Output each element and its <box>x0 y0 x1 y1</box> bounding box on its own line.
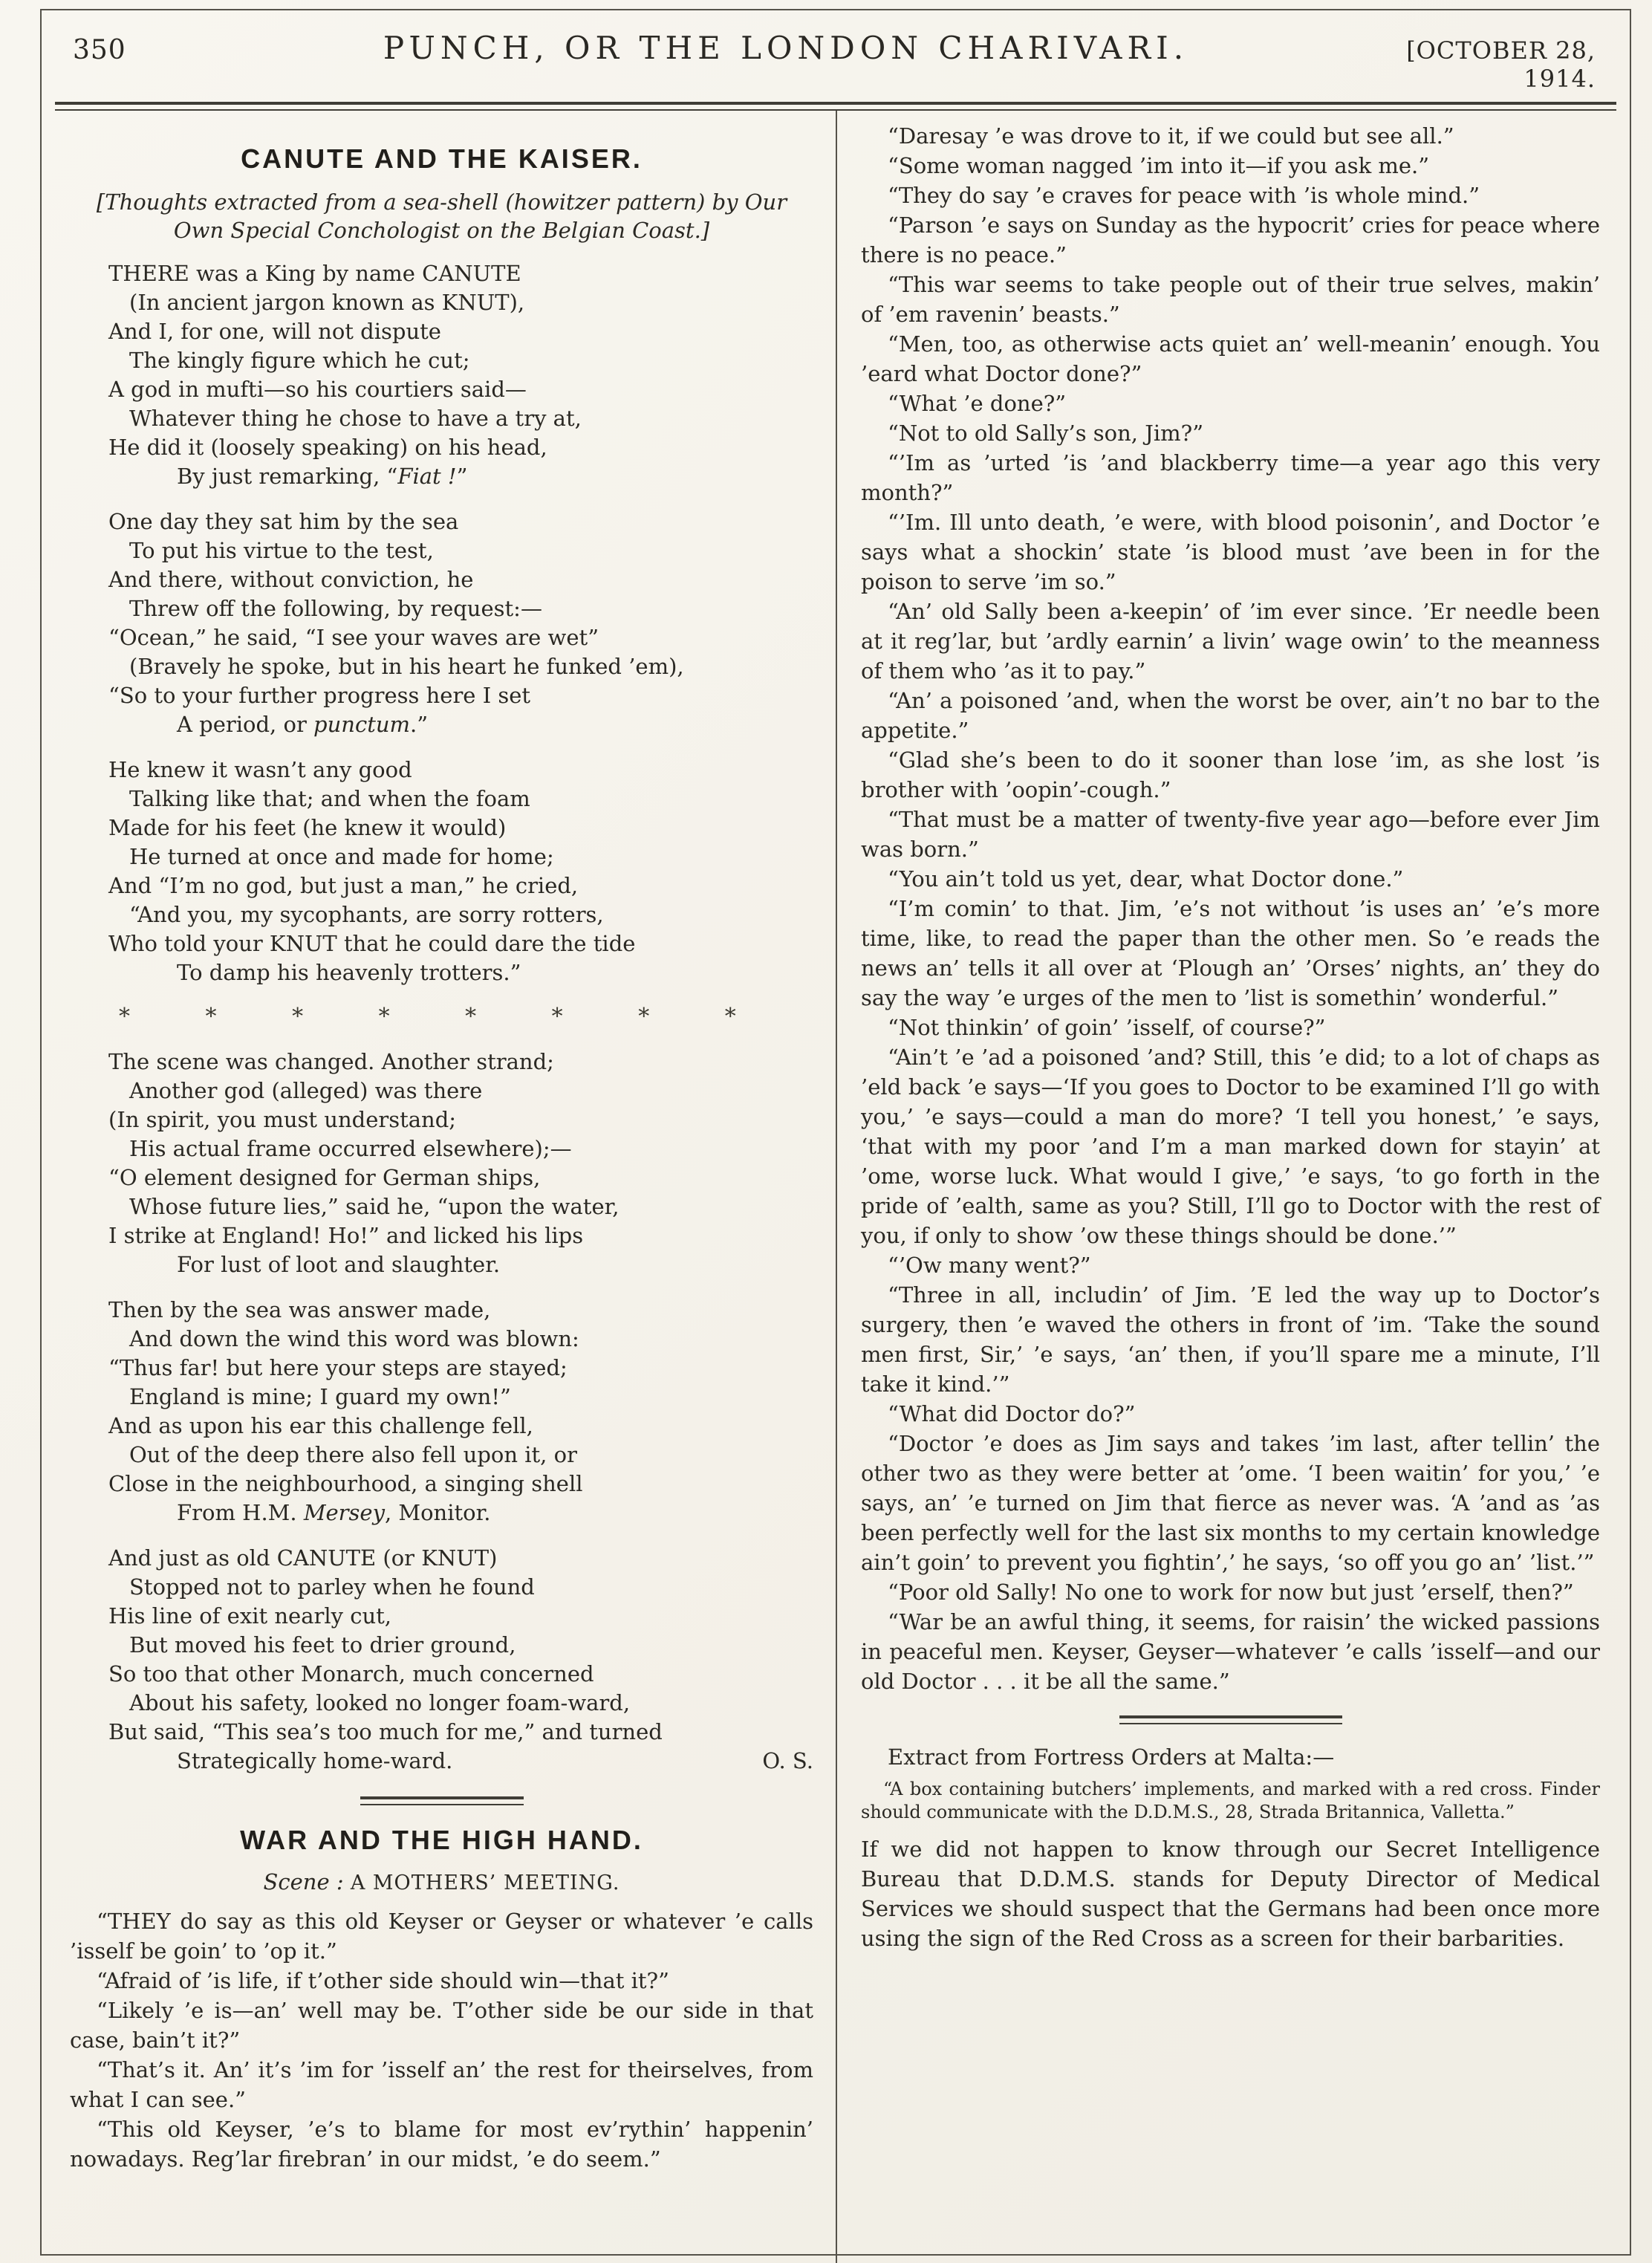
poem-stanza <box>108 1296 809 1527</box>
poem-line: “Ocean,” he said, “I see your waves are wet” <box>108 625 599 650</box>
dialogue-paragraph: “Poor old Sally! No one to work for now but just ’erself, then?” <box>888 1579 1574 1605</box>
poem-line: Threw off the following, by request:— <box>129 596 542 621</box>
dialogue-paragraph: “What did Doctor do?” <box>888 1401 1136 1426</box>
poem-line: About his safety, looked no longer foam-ward, <box>129 1690 631 1715</box>
author-signature: O. S. <box>762 1748 813 1773</box>
dialogue-paragraph: “Doctor ’e does as Jim says and takes ’im last, after tellin’ the other two as they were better at ’ome. ‘I been waitin’ for you,’ ’e says, an’ ’e turned on Jim that fierce as never was. ‘A ’and as ’as been perfectly well for the last six months to my certain knowledge ain’t goin’ to prevent you fightin’,’ he says, ‘so off you go an’ ’list.’” <box>861 1431 1600 1575</box>
dialogue-block <box>70 1906 813 2174</box>
poem-line: Made for his feet (he knew it would) <box>108 815 507 840</box>
poem-stanza <box>108 1048 809 1279</box>
poem-line: The scene was changed. Another strand; <box>108 1049 554 1074</box>
dialogue-paragraph: “Parson ’e says on Sunday as the hypocrit’ cries for peace where there is no peace.” <box>861 212 1600 267</box>
poem-line: “And you, my sycophants, are sorry rotters, <box>129 902 604 927</box>
poem-line: Out of the deep there also fell upon it, or <box>129 1442 577 1467</box>
dialogue-paragraph: “War be an awful thing, it seems, for raisin’ the wicked passions in peaceful men. Keyser, Geyser—whatever ’e calls ’isself—and our old Doctor . . . it be all the same.” <box>861 1609 1600 1694</box>
poem-line: And “I’m no god, but just a man,” he cried, <box>108 873 579 898</box>
article-divider-rule <box>360 1796 524 1805</box>
dialogue-paragraph: “’Ow many went?” <box>888 1253 1091 1278</box>
poem-line: So too that other Monarch, much concerned <box>108 1661 594 1686</box>
dialogue-paragraph: “That’s it. An’ it’s ’im for ’isself an’ the rest for theirselves, from what I can see.” <box>70 2057 813 2112</box>
dialogue-block <box>861 121 1600 1696</box>
poem-line: Who told your KNUT that he could dare the tide <box>108 931 636 956</box>
poem-line: But said, “This sea’s too much for me,” and turned <box>108 1719 663 1744</box>
dialogue-paragraph: “That must be a matter of twenty-five year ago—before ever Jim was born.” <box>861 807 1600 862</box>
dialogue-paragraph: “An’ old Sally been a-keepin’ of ’im ever since. ’Er needle been at it reg’lar, but ’ardly earnin’ a livin’ wage owin’ to the meanness of them who ’as it to pay.” <box>861 599 1600 684</box>
malta-extract-section <box>861 1742 1600 1953</box>
poem-line: By just remarking, “Fiat !” <box>177 464 468 489</box>
two-column-layout <box>42 111 1630 2263</box>
poem-line: He knew it wasn’t any good <box>108 757 412 782</box>
dialogue-paragraph: “They do say ’e craves for peace with ’is whole mind.” <box>888 183 1480 208</box>
dialogue-paragraph: “Not thinkin’ of goin’ ’isself, of course?” <box>888 1015 1326 1040</box>
poem-line: His line of exit nearly cut, <box>108 1603 392 1629</box>
poem-body <box>108 259 813 1776</box>
dialogue-paragraph: “Not to old Sally’s son, Jim?” <box>888 421 1204 446</box>
right-column <box>837 111 1630 2263</box>
poem-stanza <box>108 1544 813 1776</box>
dialogue-paragraph: “Likely ’e is—an’ well may be. T’other side be our side in that case, bain’t it?” <box>70 1998 813 2053</box>
poem-stanza <box>108 507 809 739</box>
poem-line: To put his virtue to the test, <box>129 538 434 563</box>
page-number: 350 <box>73 35 126 65</box>
dialogue-paragraph: “Afraid of ’is life, if t’other side should win—that it?” <box>97 1968 669 1993</box>
poem-line: Stopped not to parley when he found <box>129 1574 535 1600</box>
extract-divider-rule <box>1119 1715 1342 1724</box>
poem-line: Talking like that; and when the foam <box>129 786 530 811</box>
scene-value: A MOTHERS’ MEETING. <box>350 1871 620 1895</box>
dialogue-paragraph: “’Im. Ill unto death, ’e were, with blood poisonin’, and Doctor ’e says what a shockin’ state ’is blood must ’ave been in for the poison to serve ’im so.” <box>861 510 1600 594</box>
poem-line: England is mine; I guard my own!” <box>129 1384 511 1409</box>
poem-line: Whatever thing he chose to have a try at, <box>129 406 582 431</box>
left-column <box>42 111 836 2263</box>
article-subtitle: [Thoughts extracted from a sea-shell (howitzer pattern) by Our Own Special Conchologist on the Belgian Coast.] <box>96 189 787 243</box>
issue-date: [OCTOBER 28, 1914. <box>1406 36 1596 93</box>
masthead-title: PUNCH, OR THE LONDON CHARIVARI. <box>383 30 1189 66</box>
poem-stanza <box>108 756 809 987</box>
poem-line: I strike at England! Ho!” and licked his lips <box>108 1223 584 1248</box>
poem-line: THERE was a King by name CANUTE <box>108 261 521 286</box>
poem-line: But moved his feet to drier ground, <box>129 1632 516 1658</box>
article-title: CANUTE AND THE KAISER. <box>241 143 643 174</box>
article-war-and-the-high-hand <box>70 1825 813 2174</box>
poem-line: His actual frame occurred elsewhere);— <box>129 1136 572 1161</box>
poem-line: (Bravely he spoke, but in his heart he funked ’em), <box>129 654 684 679</box>
dialogue-paragraph: “This war seems to take people out of their true selves, makin’ of ’em ravenin’ beasts.” <box>861 272 1600 327</box>
poem-line: For lust of loot and slaughter. <box>177 1252 501 1277</box>
poem-line: He did it (loosely speaking) on his head, <box>108 435 547 460</box>
header-double-rule <box>55 102 1616 111</box>
stanza-separator: * * * * * * * * <box>119 1004 736 1030</box>
article-canute-and-the-kaiser <box>70 143 813 1776</box>
poem-line: A god in mufti—so his courtiers said— <box>108 377 527 402</box>
dialogue-paragraph: “You ain’t told us yet, dear, what Doctor done.” <box>888 866 1404 892</box>
poem-line: Whose future lies,” said he, “upon the water, <box>129 1194 620 1219</box>
dialogue-paragraph: “Some woman nagged ’im into it—if you ask me.” <box>888 153 1430 178</box>
poem-line: To damp his heavenly trotters.” <box>177 960 521 985</box>
poem-stanza <box>108 259 809 491</box>
page-frame <box>40 9 1631 2256</box>
poem-line: The kingly figure which he cut; <box>129 348 470 373</box>
scene-line <box>70 1869 813 1895</box>
dialogue-paragraph: “’Im as ’urted ’is ’and blackberry time—a year ago this very month?” <box>861 450 1600 505</box>
poem-line: “O element designed for German ships, <box>108 1165 541 1190</box>
poem-line: Another god (alleged) was there <box>129 1078 483 1103</box>
dialogue-paragraph: “What ’e done?” <box>888 391 1067 416</box>
poem-line: And just as old CANUTE (or KNUT) <box>108 1545 498 1571</box>
poem-line: And down the wind this word was blown: <box>129 1326 579 1351</box>
scene-label: Scene : <box>263 1869 344 1895</box>
poem-line: And I, for one, will not dispute <box>108 319 441 344</box>
article-title: WAR AND THE HIGH HAND. <box>240 1825 643 1855</box>
extract-quote: “A box containing butchers’ implements, and marked with a red cross. Finder should communicate with the D.D.M.S., 28, Strada Britannica, Valletta.” <box>861 1779 1600 1822</box>
poem-line: Close in the neighbourhood, a singing shell <box>108 1471 583 1496</box>
dialogue-paragraph: “THEY do say as this old Keyser or Geyser or whatever ’e calls ’isself be goin’ to ’op it.” <box>70 1909 813 1964</box>
dialogue-paragraph: “Ain’t ’e ’ad a poisoned ’and? Still, this ’e did; to a lot of chaps as ’eld back ’e says—‘If you goes to Doctor to be examined I’ll go with you,’ ’e says—could a man do more? ‘I tell you honest,’ ’e says, ‘that with my poor ’and I’m a man marked down for stayin’ at ’ome, worse luck. What would I give,’ ’e says, ‘to go forth in the pride of ’ealth, same as you? Still, I’ll go to Doctor with the rest of you, if only to show ’ow these things should be done.’” <box>861 1045 1600 1248</box>
poem-line: From H.M. Mersey, Monitor. <box>177 1500 491 1525</box>
page-header <box>42 10 1630 102</box>
poem-line: He turned at once and made for home; <box>129 844 554 869</box>
poem-line: Then by the sea was answer made, <box>108 1297 491 1322</box>
dialogue-paragraph: “Daresay ’e was drove to it, if we could but see all.” <box>888 123 1454 149</box>
poem-line: “So to your further progress here I set <box>108 683 531 708</box>
dialogue-paragraph: “Men, too, as otherwise acts quiet an’ well-meanin’ enough. You ’eard what Doctor done?” <box>861 331 1600 386</box>
dialogue-paragraph: “I’m comin’ to that. Jim, ’e’s not without ’is uses an’ ’e’s more time, like, to read the paper than the other men. So ’e reads the news an’ tells it all over at ‘Plough an’ ’Orses’ nights, an’ they do say the way ’e urges of the men to ’list is somethin’ wonderful.” <box>861 896 1600 1010</box>
poem-line: One day they sat him by the sea <box>108 509 459 534</box>
poem-line: A period, or punctum.” <box>177 712 429 737</box>
extract-intro: Extract from Fortress Orders at Malta:— <box>888 1744 1335 1770</box>
poem-line: Strategically home-ward. O. S. <box>177 1747 809 1776</box>
poem-line: “Thus far! but here your steps are stayed; <box>108 1355 568 1380</box>
poem-line: And there, without conviction, he <box>108 567 474 592</box>
dialogue-paragraph: “Three in all, includin’ of Jim. ’E led the way up to Doctor’s surgery, then ’e waved the others in front of ’im. ‘Take the sound men first, Sir,’ ’e says, ‘an’ then, if you’ll spare me a minute, I’ll take it kind.’” <box>861 1282 1600 1397</box>
poem-line: (In spirit, you must understand; <box>108 1107 457 1132</box>
poem-line: And as upon his ear this challenge fell, <box>108 1413 533 1438</box>
dialogue-paragraph: “An’ a poisoned ’and, when the worst be over, ain’t no bar to the appetite.” <box>861 688 1600 743</box>
dialogue-paragraph: “This old Keyser, ’e’s to blame for most ev’rythin’ happenin’ nowadays. Reg’lar firebran’ in our midst, ’e do seem.” <box>70 2117 813 2172</box>
poem-line: (In ancient jargon known as KNUT), <box>129 290 525 315</box>
dialogue-paragraph: “Glad she’s been to do it sooner than lose ’im, as she lost ’is brother with ’oopin’-cough.” <box>861 747 1600 802</box>
extract-commentary: If we did not happen to know through our Secret Intelligence Bureau that D.D.M.S. stands for Deputy Director of Medical Services we should suspect that the Germans had been once more using the sign of the Red Cross as a screen for their barbarities. <box>861 1837 1600 1951</box>
